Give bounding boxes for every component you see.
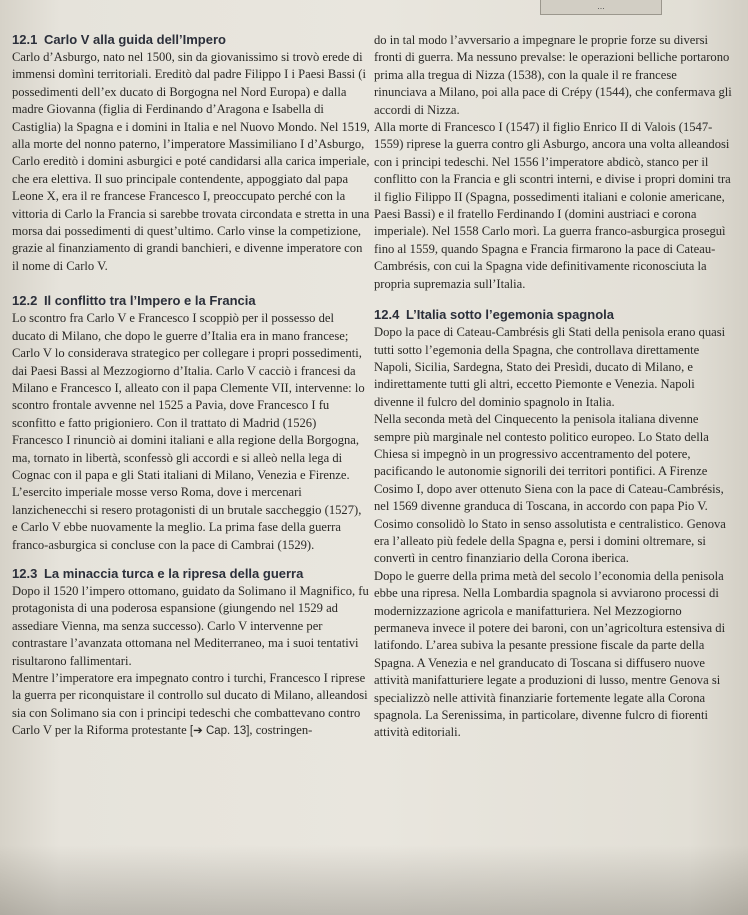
section-number: 12.3 bbox=[12, 565, 38, 581]
section-heading-12-3 bbox=[12, 566, 370, 582]
section-12-1-text: Carlo d’Asburgo, nato nel 1500, sin da giovanissimo si trovò erede di immensi domìni territoriali. Ereditò dal padre Filippo I i Paesi Bassi (i possedimenti dell’ex ducato di Borgogna nel Nord Europa) e dalla madre Giovanna (figlia di Ferdinando d’Aragona e Isabella di Castiglia) la Spagna e i domini in Italia e nel Nuovo Mondo. Nel 1519, alla morte del nonno paterno, l’imperatore Massimiliano I d’Asburgo, Carlo ereditò i domini asburgici e poté candidarsi alla carica imperiale, che era elettiva. Il suo principale contendente, appoggiato dal papa Leone X, era il re francese Francesco I, preoccupato perché con la vittoria di Carlo la Francia si sarebbe trovata circondata e stretta in una morsa dai possedimenti di quest’ultimo. Carlo vinse la competizione, grazie al finanziamento di grandi banchieri, e divenne imperatore con il nome di Carlo V. bbox=[12, 50, 370, 273]
page-shadow bbox=[0, 845, 748, 915]
section-12-4-text-3: Dopo le guerre della prima metà del secolo l’economia della penisola ebbe una ripresa. Nella Lombardia spagnola si avviarono processi di modernizzazione agricola e manifatturiera. Nel Mezzogiorno permaneva invece il potere dei baroni, con un’agricoltura estensiva di latifondo. L’area subiva la pesante pressione fiscale da parte della Spagna. A Venezia e nel granducato di Toscana si diffusero nuove attività manifatturiere legate a produzioni di lusso, mentre Genova si specializzò nelle attività finanziarie fortemente legate alla Corona spagnola. La Serenissima, in particolare, divenne fulcro di fiorenti attività editoriali. bbox=[374, 568, 726, 740]
section-title: La minaccia turca e la ripresa della guerra bbox=[43, 565, 304, 581]
section-title: Carlo V alla guida dell’Impero bbox=[43, 32, 226, 47]
section-12-3-continuation-2: Alla morte di Francesco I (1547) il figlio Enrico II di Valois (1547-1559) riprese la guerra contro gli Asburgo, ancora una volta alleandosi con i principi tedeschi. Nel 1556 l’imperatore abdicò, stanco per il conflitto con la Francia e gli scontri interni, e divise i propri domini tra il figlio Filippo II (Spagna, possedimenti italiani e colonie americane, Paesi Bassi) e il fratello Ferdinando I (domini austriaci e corona imperiale). Nel 1558 Carlo morì. La guerra franco-asburgica proseguì fino al 1559, quando Spagna e Francia firmarono la pace di Cateau-Cambrésis, con cui la Spagna vide definitivamente riconosciuta la propria supremazia sull’Italia. bbox=[374, 120, 731, 291]
section-title: Il conflitto tra l’Impero e la Francia bbox=[43, 293, 256, 309]
section-heading-12-4 bbox=[374, 307, 732, 323]
section-number: 12.1 bbox=[12, 32, 38, 47]
section-heading-12-2 bbox=[12, 293, 370, 309]
section-12-3-text: Dopo il 1520 l’impero ottomano, guidato da Solimano il Magnifico, fu protagonista di una poderosa espansione (giungendo nel 1529 ad assediare Vienna, ma senza successo). Carlo V intervenne per contrastare l’avanzata ottomana nel Mediterraneo, ma i suoi tentativi risultarono fallimentari. bbox=[12, 583, 369, 668]
left-column bbox=[12, 32, 370, 741]
paragraph-text-end: , costringen- bbox=[249, 723, 313, 738]
section-title: L’Italia sotto l’egemonia spagnola bbox=[405, 307, 614, 323]
section-12-4-text-2: Nella seconda metà del Cinquecento la penisola italiana divenne sempre più marginale nel contesto politico europeo. Lo Stato della Chiesa si impegnò in un progressivo accentramento del potere, pacificando le autonomie signorili dei territori pontifici. A Firenze Cosimo I, dopo aver ottenuto Siena con la pace di Cateau-Cambrésis, nel 1569 divenne granduca di Toscana, in accordo con papa Pio V. Cosimo consolidò lo Stato in senso assolutista e centralistico. Genova era l’alleato più fedele della Spagna e, persi i domini oltremare, si convertì in centro finanziario della Corona iberica. bbox=[374, 412, 726, 566]
section-12-2-text: Lo scontro fra Carlo V e Francesco I scoppiò per il possesso del ducato di Milano, che dopo le guerre d’Italia era in mano francese; Carlo V lo considerava strategico per collegare i propri possedimenti, dai Paesi Bassi al Mezzogiorno d’Italia. Carlo V cacciò i francesi da Milano e Francesco I, alleato con il papa Clemente VII, intervenne: lo scontro frontale avvenne nel 1525 a Pavia, dove Francesco I fu sconfitto e fatto prigioniero. Con il trattato di Madrid (1526) Francesco I rinunciò ai domini italiani e alla regione della Borgogna, ma, tornato in libertà, sconfessò gli accordi e si alleò nella lega di Cognac con il papa e gli Stati italiani di Milano, Venezia e Firenze. L’esercito imperiale mosse verso Roma, dove i mercenari lanzichenecchi si resero protagonisti di un brutale saccheggio (1527), e Carlo V ebbe nuovamente la meglio. La prima fase della guerra franco-asburgica si concluse con la pace di Cambrai (1529). bbox=[12, 311, 365, 552]
chapter-reference-link[interactable]: [➔ Cap. 13] bbox=[189, 725, 250, 738]
page-tab: ... bbox=[540, 0, 662, 15]
section-number: 12.4 bbox=[374, 307, 400, 323]
section-heading-12-1 bbox=[12, 32, 370, 48]
section-12-3-continuation: do in tal modo l’avversario a impegnare le proprie forze su diversi fronti di guerra. Ma nessuno prevalse: le operazioni belliche portarono prima alla tregua di Nizza (1538), con la quale il re francese rinunciava a Milano, poi alla pace di Crépy (1544), che confermava gli accordi di Nizza. bbox=[374, 33, 732, 117]
section-12-4-text: Dopo la pace di Cateau-Cambrésis gli Stati della penisola erano quasi tutti sotto l’egemonia della Spagna, che controllava direttamente Napoli, Sicilia, Sardegna, Stato dei Presìdi, ducato di Milano, e indirettamente tutti gli altri, eccetto Piemonte e Venezia. Napoli divenne il fulcro del dominio spagnolo in Italia. bbox=[374, 325, 726, 409]
right-column bbox=[374, 32, 732, 742]
section-12-3-text-2 bbox=[12, 670, 370, 741]
paragraph-text: Mentre l’imperatore era impegnato contro i turchi, Francesco I riprese la guerra per riconquistare il controllo sul ducato di Milano, alleandosi sia con Solimano sia con i principi tedeschi che combattevano contro Carlo V per la Riforma protestante bbox=[12, 671, 368, 738]
section-number: 12.2 bbox=[12, 293, 38, 309]
